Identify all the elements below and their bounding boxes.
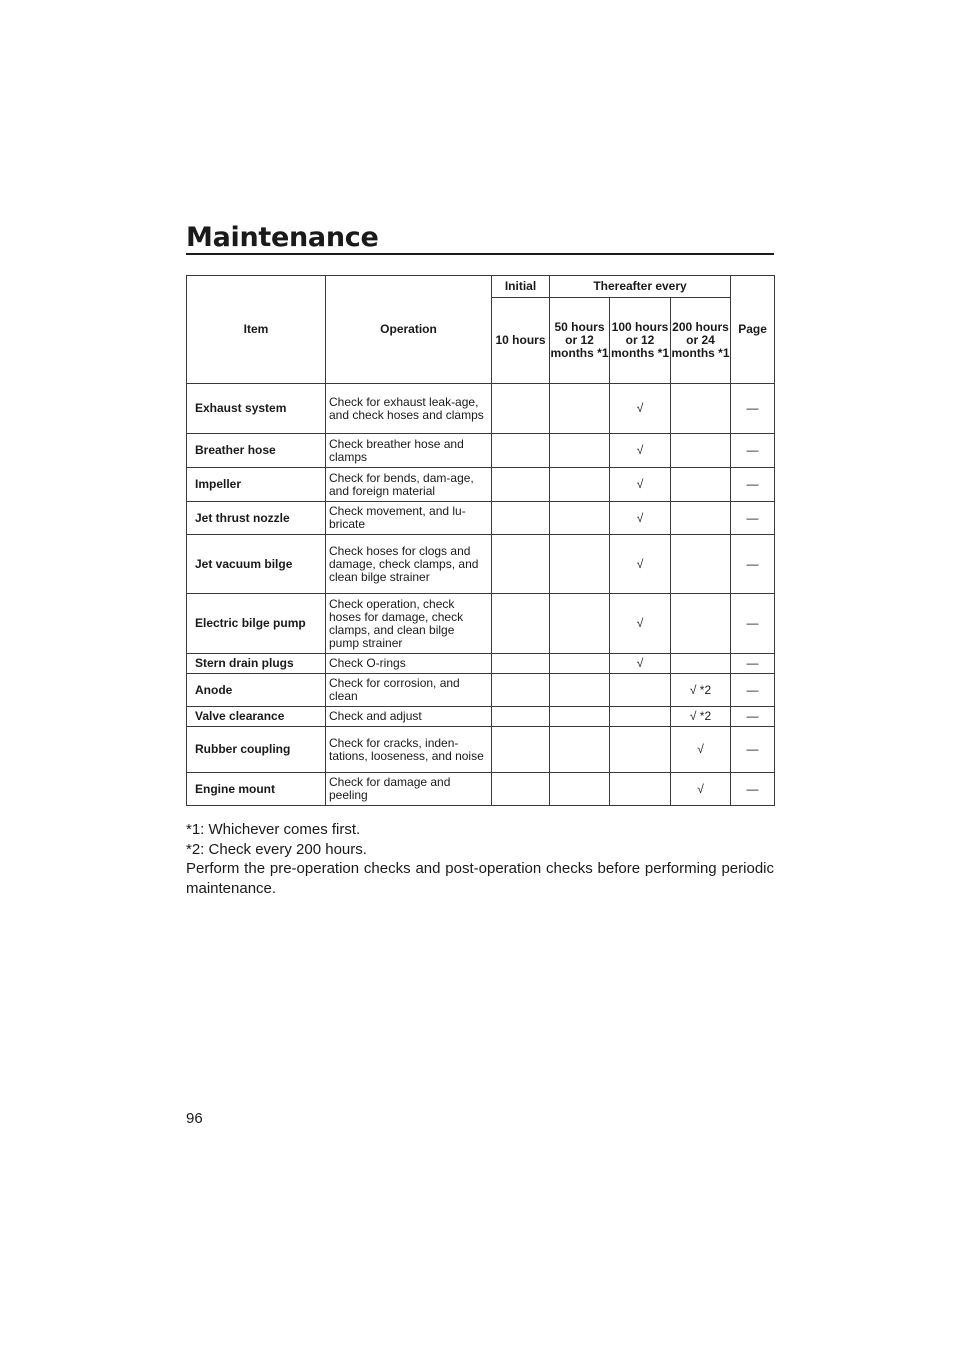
row-page: —	[731, 502, 775, 535]
header-initial: Initial	[492, 276, 550, 298]
row-check-50-hours	[550, 707, 610, 727]
row-page: —	[731, 468, 775, 502]
row-operation: Check and adjust	[326, 707, 492, 727]
row-check-100-hours	[610, 674, 671, 707]
row-check-100-hours	[610, 727, 671, 773]
row-check-10-hours	[492, 468, 550, 502]
row-page: —	[731, 594, 775, 654]
row-operation: Check for cracks, inden-tations, looseness, and noise	[326, 727, 492, 773]
row-operation: Check for exhaust leak-age, and check hoses and clamps	[326, 384, 492, 434]
row-item: Anode	[187, 674, 326, 707]
row-check-50-hours	[550, 502, 610, 535]
header-operation: Operation	[326, 276, 492, 384]
row-operation: Check for bends, dam-age, and foreign material	[326, 468, 492, 502]
row-check-10-hours	[492, 502, 550, 535]
row-item: Jet vacuum bilge	[187, 535, 326, 594]
row-check-100-hours: √	[610, 384, 671, 434]
row-check-200-hours	[671, 468, 731, 502]
row-check-10-hours	[492, 674, 550, 707]
row-check-100-hours: √	[610, 535, 671, 594]
row-check-100-hours	[610, 707, 671, 727]
row-operation: Check O-rings	[326, 654, 492, 674]
row-check-10-hours	[492, 434, 550, 468]
row-check-100-hours: √	[610, 468, 671, 502]
row-check-100-hours	[610, 773, 671, 806]
row-check-50-hours	[550, 654, 610, 674]
row-check-10-hours	[492, 654, 550, 674]
table-row	[187, 434, 775, 468]
row-item: Rubber coupling	[187, 727, 326, 773]
row-operation: Check movement, and lu-bricate	[326, 502, 492, 535]
row-item: Jet thrust nozzle	[187, 502, 326, 535]
table-row	[187, 773, 775, 806]
row-item: Exhaust system	[187, 384, 326, 434]
row-check-100-hours: √	[610, 594, 671, 654]
page-title: Maintenance	[186, 222, 379, 253]
row-operation: Check operation, check hoses for damage, check clamps, and clean bilge pump strainer	[326, 594, 492, 654]
row-check-50-hours	[550, 468, 610, 502]
row-item: Engine mount	[187, 773, 326, 806]
row-check-100-hours: √	[610, 654, 671, 674]
row-check-50-hours	[550, 434, 610, 468]
row-check-50-hours	[550, 674, 610, 707]
row-page: —	[731, 674, 775, 707]
row-check-200-hours	[671, 502, 731, 535]
row-check-10-hours	[492, 727, 550, 773]
header-rule	[186, 253, 774, 255]
row-page: —	[731, 535, 775, 594]
row-item: Stern drain plugs	[187, 654, 326, 674]
row-check-100-hours: √	[610, 502, 671, 535]
row-item: Breather hose	[187, 434, 326, 468]
header-10-hours: 10 hours	[492, 298, 550, 384]
footnote-2: *2: Check every 200 hours.	[186, 840, 367, 858]
row-operation: Check hoses for clogs and damage, check clamps, and clean bilge strainer	[326, 535, 492, 594]
row-operation: Check breather hose and clamps	[326, 434, 492, 468]
row-check-50-hours	[550, 727, 610, 773]
row-check-10-hours	[492, 384, 550, 434]
maintenance-table	[186, 275, 775, 806]
row-check-200-hours	[671, 384, 731, 434]
row-check-200-hours	[671, 654, 731, 674]
row-page: —	[731, 384, 775, 434]
row-check-10-hours	[492, 707, 550, 727]
header-50-hours: 50 hours or 12 months *1	[550, 298, 610, 384]
row-check-200-hours: √	[671, 727, 731, 773]
row-check-200-hours: √ *2	[671, 674, 731, 707]
row-check-200-hours	[671, 535, 731, 594]
table-row	[187, 707, 775, 727]
table-row	[187, 468, 775, 502]
row-check-200-hours	[671, 594, 731, 654]
table-row	[187, 674, 775, 707]
row-check-50-hours	[550, 773, 610, 806]
header-200-hours: 200 hours or 24 months *1	[671, 298, 731, 384]
row-check-50-hours	[550, 384, 610, 434]
row-check-10-hours	[492, 773, 550, 806]
row-check-200-hours	[671, 434, 731, 468]
row-check-10-hours	[492, 535, 550, 594]
row-check-100-hours: √	[610, 434, 671, 468]
footnote-1: *1: Whichever comes first.	[186, 821, 361, 838]
page-number: 96	[186, 1110, 203, 1127]
row-check-50-hours	[550, 535, 610, 594]
header-page: Page	[731, 276, 775, 384]
table-row	[187, 594, 775, 654]
row-page: —	[731, 773, 775, 806]
row-operation: Check for corrosion, and clean	[326, 674, 492, 707]
table-row	[187, 727, 775, 773]
row-check-10-hours	[492, 594, 550, 654]
table-row	[187, 654, 775, 674]
row-item: Impeller	[187, 468, 326, 502]
row-page: —	[731, 727, 775, 773]
header-thereafter: Thereafter every	[550, 276, 731, 298]
footnotes	[186, 820, 774, 898]
row-page: —	[731, 707, 775, 727]
table-row	[187, 535, 775, 594]
header-item: Item	[187, 276, 326, 384]
table-row	[187, 384, 775, 434]
row-check-200-hours: √	[671, 773, 731, 806]
row-operation: Check for damage and peeling	[326, 773, 492, 806]
row-check-200-hours: √ *2	[671, 707, 731, 727]
row-item: Valve clearance	[187, 707, 326, 727]
header-100-hours: 100 hours or 12 months *1	[610, 298, 671, 384]
row-item: Electric bilge pump	[187, 594, 326, 654]
row-page: —	[731, 654, 775, 674]
row-check-50-hours	[550, 594, 610, 654]
table-row	[187, 502, 775, 535]
footnote-paragraph: Perform the pre-operation checks and post-operation checks before performing periodic maintenance.	[186, 860, 774, 897]
row-page: —	[731, 434, 775, 468]
